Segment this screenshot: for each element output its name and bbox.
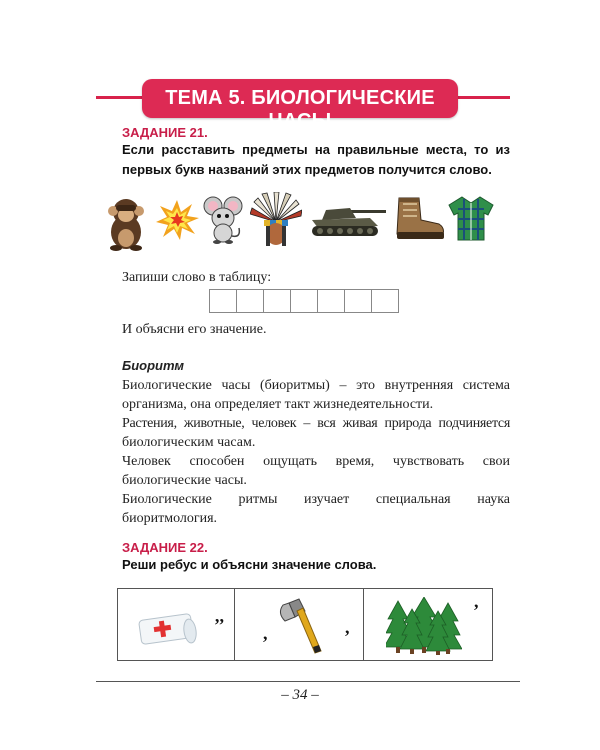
rebus-mark-right-comma: , <box>345 617 350 637</box>
shirt-icon <box>448 195 494 241</box>
headdress-icon <box>250 192 302 246</box>
biorhythm-p4-line1: Биологические ритмы изучает специальная наука <box>122 492 510 507</box>
biorhythm-p2-line1: Растения, животные, человек – вся живая природа подчиняется <box>122 416 510 431</box>
explosion-icon <box>154 198 200 242</box>
page-number: – 34 – <box>281 687 319 703</box>
footer-rule <box>96 681 520 682</box>
rebus-cell-3 <box>363 589 492 660</box>
tank-icon <box>308 204 388 238</box>
word-answer-grid[interactable] <box>210 289 399 313</box>
rebus-mark-comma: , <box>474 591 479 611</box>
write-word-prompt: Запиши слово в таблицу: <box>122 270 272 285</box>
biorhythm-p2-line2: биологическим часам. <box>122 435 256 450</box>
answer-cell-4[interactable] <box>290 289 318 313</box>
biorhythm-p3-line1: Человек способен ощущать время, чувствовать свои <box>122 454 510 469</box>
answer-cell-3[interactable] <box>263 289 291 313</box>
rebus-cell-2 <box>234 589 363 660</box>
axe-icon <box>275 597 327 657</box>
biorhythm-p4-line2: биоритмология. <box>122 511 218 526</box>
task-21-title: ЗАДАНИЕ 21. <box>122 125 208 140</box>
topic-title: ТЕМА 5. БИОЛОГИЧЕСКИЕ ЧАСЫ <box>165 87 435 132</box>
rebus-box <box>117 588 493 661</box>
mouse-icon <box>203 194 245 244</box>
topic-header-banner <box>142 79 458 132</box>
biorhythm-p1-line2: организма, она определяет такт жизнедеятельности. <box>122 397 434 412</box>
answer-cell-1[interactable] <box>209 289 237 313</box>
bandage-icon <box>136 607 198 647</box>
rebus-mark-double-comma: ’’ <box>214 615 225 635</box>
forest-icon <box>386 597 462 655</box>
answer-cell-7[interactable] <box>371 289 399 313</box>
rebus-cell-1 <box>118 589 234 660</box>
task-22-instruction: Реши ребус и объясни значение слова. <box>122 557 377 572</box>
monkey-icon <box>104 196 148 252</box>
answer-cell-2[interactable] <box>236 289 264 313</box>
biorhythm-p1-line1: Биологические часы (биоритмы) – это внутренняя система <box>122 378 510 393</box>
answer-cell-6[interactable] <box>344 289 372 313</box>
task-21-instruction-line2: первых букв названий этих предметов получится слово. <box>122 162 492 177</box>
header-rule-left <box>96 96 144 99</box>
boot-icon <box>393 196 445 242</box>
task-22-title: ЗАДАНИЕ 22. <box>122 540 208 555</box>
biorhythm-heading: Биоритм <box>122 358 184 373</box>
answer-cell-5[interactable] <box>317 289 345 313</box>
task-21-instruction-line1: Если расставить предметы на правильные места, то из <box>122 142 510 157</box>
header-rule-right <box>454 96 510 99</box>
rebus-mark-left-comma: , <box>263 623 268 643</box>
biorhythm-p3-line2: биологические часы. <box>122 473 247 488</box>
explain-meaning-prompt: И объясни его значение. <box>122 322 267 337</box>
